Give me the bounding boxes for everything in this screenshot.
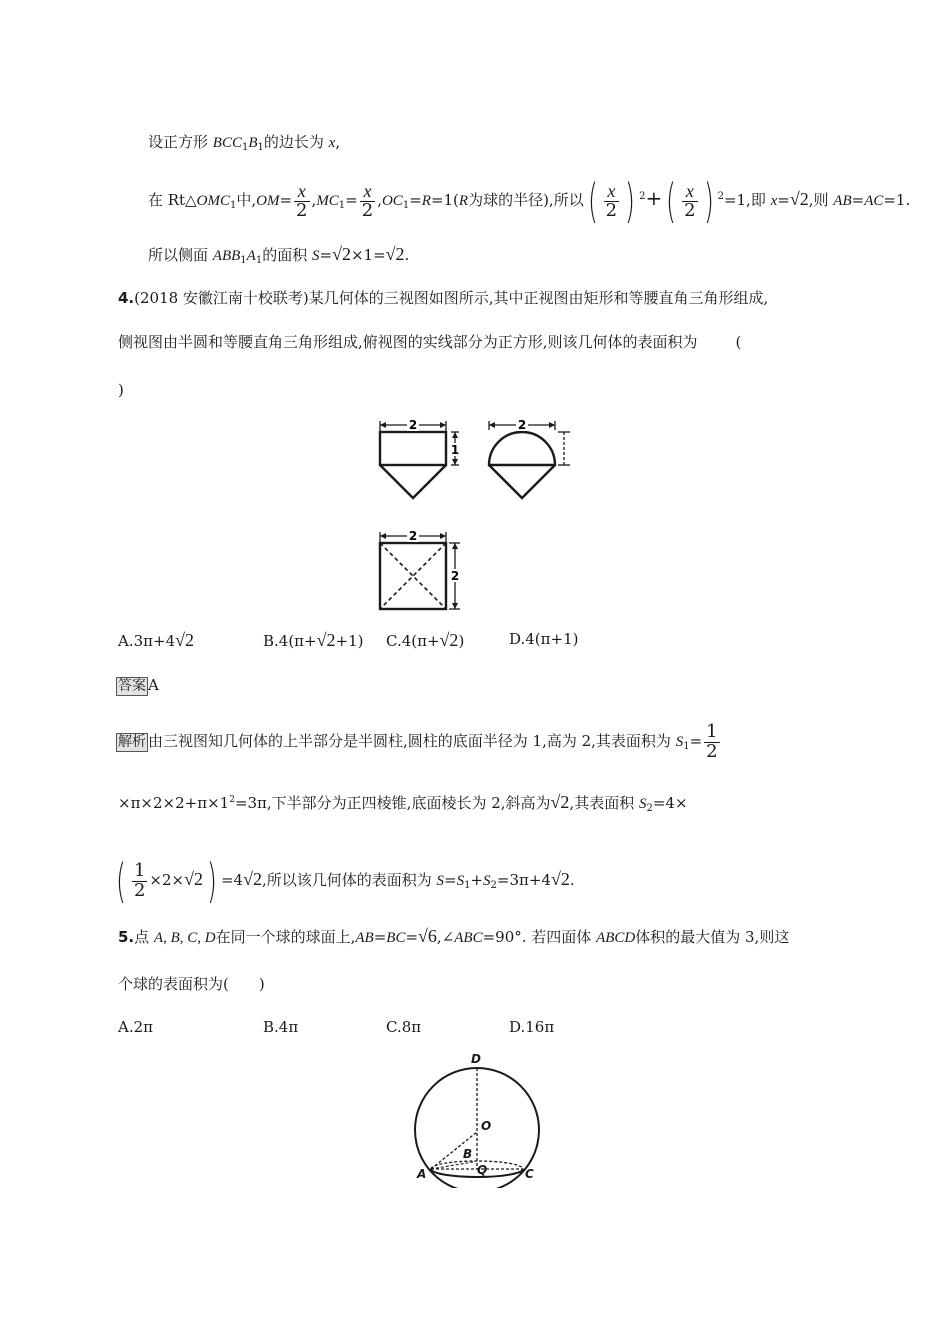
- q4-analysis-line-1: 解析 由三视图知几何体的上半部分是半圆柱,圆柱的底面半径为 1,高为 2,其表面积为 $S_1=$ $\frac{1}{2}$: [118, 720, 718, 762]
- arrowhead: [452, 603, 458, 609]
- q4-answer: 答案 A: [118, 676, 159, 694]
- fraction-x-over-2: $\frac{x}{2}$: [361, 180, 374, 221]
- q5-option-d: D.16π: [509, 1018, 555, 1036]
- fraction-x-over-2: $\frac{x}{2}$: [684, 180, 696, 221]
- q4-analysis-line-2: $\times\pi\times 2\times 2+\pi\times 1^2=3\pi$,下半部分为正四棱锥,底面棱长为 2,斜高为√2,其表面积 $S_2=4\times$: [118, 792, 688, 814]
- front-height-label: 1: [450, 443, 460, 457]
- right-paren: ): [625, 174, 636, 228]
- question-4-line-1: 4.(2018 安徽江南十校联考)某几何体的三视图如图所示,其中正视图由矩形和等腰直角三角形组成,: [118, 289, 769, 307]
- left-paren: (: [587, 174, 598, 228]
- side-view-semicircle: [489, 432, 555, 465]
- arrowhead: [380, 422, 386, 428]
- left-paren: (: [116, 854, 126, 908]
- q4-analysis-line-3: ( $\frac{1}{2}$ ×2×√2) =4√2,所以该几何体的表面积为 $S=S_1+S_2=3\pi+4√2$.: [116, 854, 575, 908]
- solution-line-3: 所以侧面 $ABB_1A_1$的面积 S=√2×1=√2.: [148, 244, 410, 266]
- arrowhead: [380, 533, 386, 539]
- point-C-label: C: [525, 1167, 534, 1181]
- three-view-figure: [365, 410, 585, 615]
- arrowhead: [452, 432, 458, 438]
- arrowhead: [452, 459, 458, 465]
- q4-option-d: D.4(π+1): [509, 630, 579, 648]
- question-5-line-1: 5.点 A, B, C, D在同一个球的球面上,AB=BC=√6,∠ABC=90°. 若四面体 ABCD体积的最大值为 3,则这: [118, 926, 790, 946]
- point-D-label: D: [471, 1052, 481, 1066]
- solution-line-2: 在 $Rt\triangle OMC_1$中,OM= $\frac{x}{2}$ $,MC_1=$ $\frac{x}{2}$ $,OC_1=R=1(R$为球的半径),所以( $\frac{x}{2}$ ) $^2$+( $\frac{x}{2}$ ) $^2$=1,即 x=√2,则 AB=AC=1.: [148, 174, 911, 228]
- analysis-tag: 解析: [118, 734, 146, 750]
- q4-option-c: C.4(π+√2): [386, 630, 465, 650]
- q4-option-a: A.3π+4√2: [118, 630, 195, 650]
- front-view-rect: [380, 432, 446, 465]
- point-O-label: O: [481, 1119, 492, 1133]
- q5-option-b: B.4π: [263, 1018, 299, 1036]
- fraction-1-over-2: $\frac{1}{2}$: [133, 859, 146, 901]
- question-4-close-paren: ): [118, 381, 124, 399]
- answer-tag: 答案: [118, 678, 146, 694]
- q5-option-c: C.8π: [386, 1018, 422, 1036]
- point-A-label: A: [417, 1167, 427, 1181]
- side-width-label: 2: [517, 418, 527, 432]
- right-paren: ): [703, 174, 714, 228]
- q4-option-b: B.4(π+√2+1): [263, 630, 364, 650]
- front-width-label: 2: [408, 418, 418, 432]
- question-4-line-2: 侧视图由半圆和等腰直角三角形组成,俯视图的实线部分为正方形,则该几何体的表面积为 (: [118, 333, 742, 351]
- arrowhead: [452, 543, 458, 549]
- top-height-label: 2: [450, 569, 460, 583]
- fraction-x-over-2: $\frac{x}{2}$: [296, 180, 308, 221]
- point-Q-label: Q: [477, 1163, 488, 1177]
- point-B-label: B: [463, 1147, 473, 1161]
- arrowhead: [489, 422, 495, 428]
- arrowhead: [440, 533, 446, 539]
- fraction-1-over-2: $\frac{1}{2}$: [706, 720, 718, 762]
- question-5-line-2: 个球的表面积为( ): [118, 975, 265, 993]
- arrowhead: [440, 422, 446, 428]
- right-paren: ): [207, 854, 217, 908]
- sphere-figure: [405, 1048, 555, 1188]
- solution-line-1: 设正方形 $BCC_1B_1$的边长为 x,: [148, 133, 341, 153]
- side-view-triangle: [489, 465, 555, 498]
- front-view-triangle: [380, 465, 446, 498]
- left-paren: (: [666, 174, 677, 228]
- arrowhead: [549, 422, 555, 428]
- q5-option-a: A.2π: [118, 1018, 154, 1036]
- top-width-label: 2: [408, 529, 418, 543]
- fraction-x-over-2: $\frac{x}{2}$: [605, 180, 618, 221]
